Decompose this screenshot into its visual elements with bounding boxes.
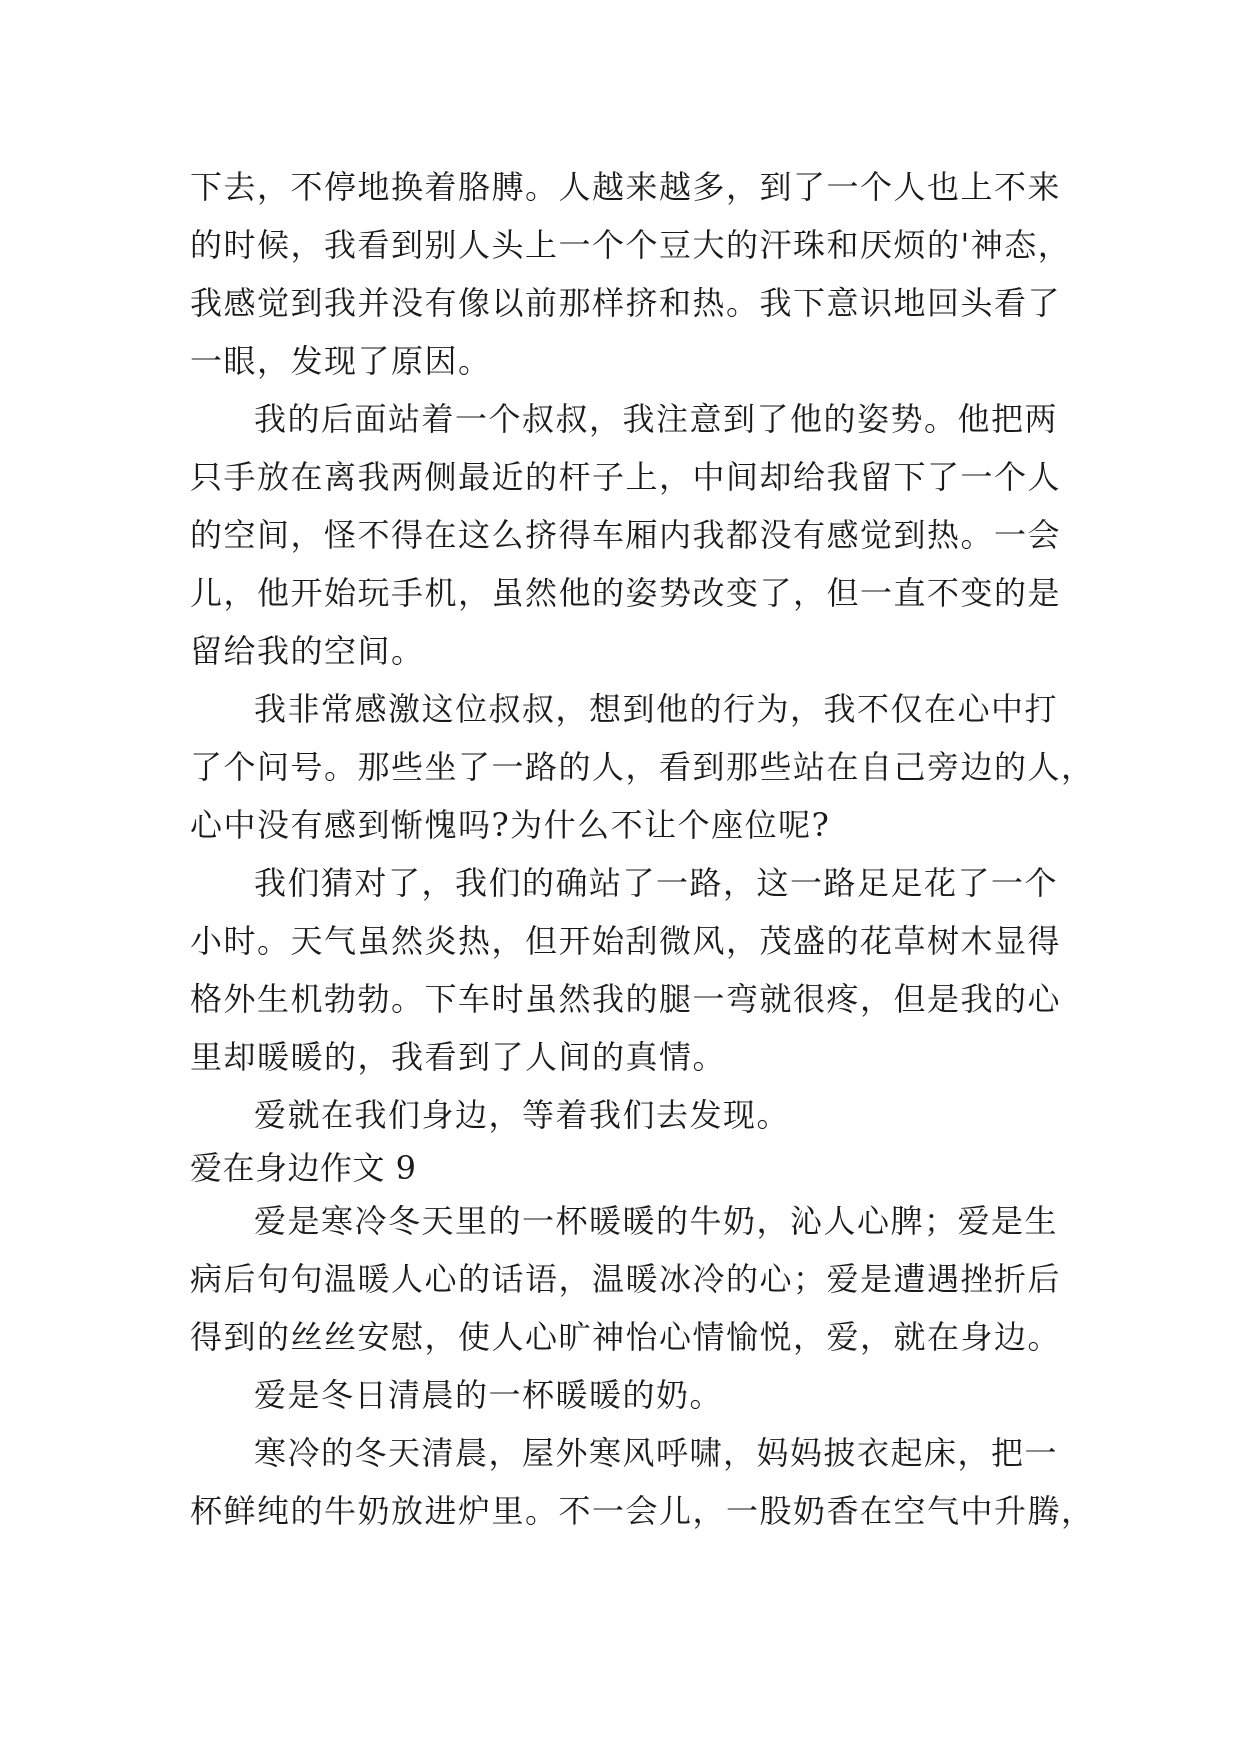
- text-line: 得到的丝丝安慰，使人心旷神怡心情愉悦，爱，就在身边。: [190, 1318, 1062, 1356]
- section-heading: 爱在身边作文 9: [190, 1149, 417, 1187]
- text-line: 留给我的空间。: [190, 632, 425, 670]
- text-line: 下去，不停地换着胳膊。人越来越多，到了一个人也上不来: [190, 168, 1062, 206]
- paragraph-first-line: 寒冷的冬天清晨，屋外寒风呼啸，妈妈披衣起床，把一: [254, 1434, 1059, 1472]
- document-body: [190, 158, 1095, 1540]
- text-line: 了个问号。那些坐了一路的人，看到那些站在自己旁边的人，: [190, 748, 1095, 786]
- paragraph-first-line: 爱是冬日清晨的一杯暖暖的奶。: [254, 1376, 724, 1414]
- text-line: 儿，他开始玩手机，虽然他的姿势改变了，但一直不变的是: [190, 574, 1062, 612]
- text-line: 只手放在离我两侧最近的杆子上，中间却给我留下了一个人: [190, 458, 1062, 496]
- text-line: 心中没有感到惭愧吗?为什么不让个座位呢?: [190, 806, 831, 844]
- paragraph-first-line: 爱就在我们身边，等着我们去发现。: [254, 1096, 791, 1134]
- paragraph-first-line: 爱是寒冷冬天里的一杯暖暖的牛奶，沁人心脾；爱是生: [254, 1202, 1059, 1240]
- text-line: 杯鲜纯的牛奶放进炉里。不一会儿，一股奶香在空气中升腾，: [190, 1492, 1095, 1530]
- text-line: 病后句句温暖人心的话语，温暖冰冷的心；爱是遭遇挫折后: [190, 1260, 1062, 1298]
- text-line: 的空间，怪不得在这么挤得车厢内我都没有感觉到热。一会: [190, 516, 1062, 554]
- text-line: 我感觉到我并没有像以前那样挤和热。我下意识地回头看了: [190, 284, 1062, 322]
- text-line: 格外生机勃勃。下车时虽然我的腿一弯就很疼，但是我的心: [190, 980, 1062, 1018]
- paragraph-first-line: 我的后面站着一个叔叔，我注意到了他的姿势。他把两: [254, 400, 1059, 438]
- text-line: 里却暖暖的，我看到了人间的真情。: [190, 1038, 727, 1076]
- text-line: 一眼，发现了原因。: [190, 342, 492, 380]
- paragraph-first-line: 我们猜对了，我们的确站了一路，这一路足足花了一个: [254, 864, 1059, 902]
- text-line: 小时。天气虽然炎热，但开始刮微风，茂盛的花草树木显得: [190, 922, 1062, 960]
- paragraph-first-line: 我非常感激这位叔叔，想到他的行为，我不仅在心中打: [254, 690, 1059, 728]
- text-line: 的时候，我看到别人头上一个个豆大的汗珠和厌烦的'神态，: [190, 226, 1072, 264]
